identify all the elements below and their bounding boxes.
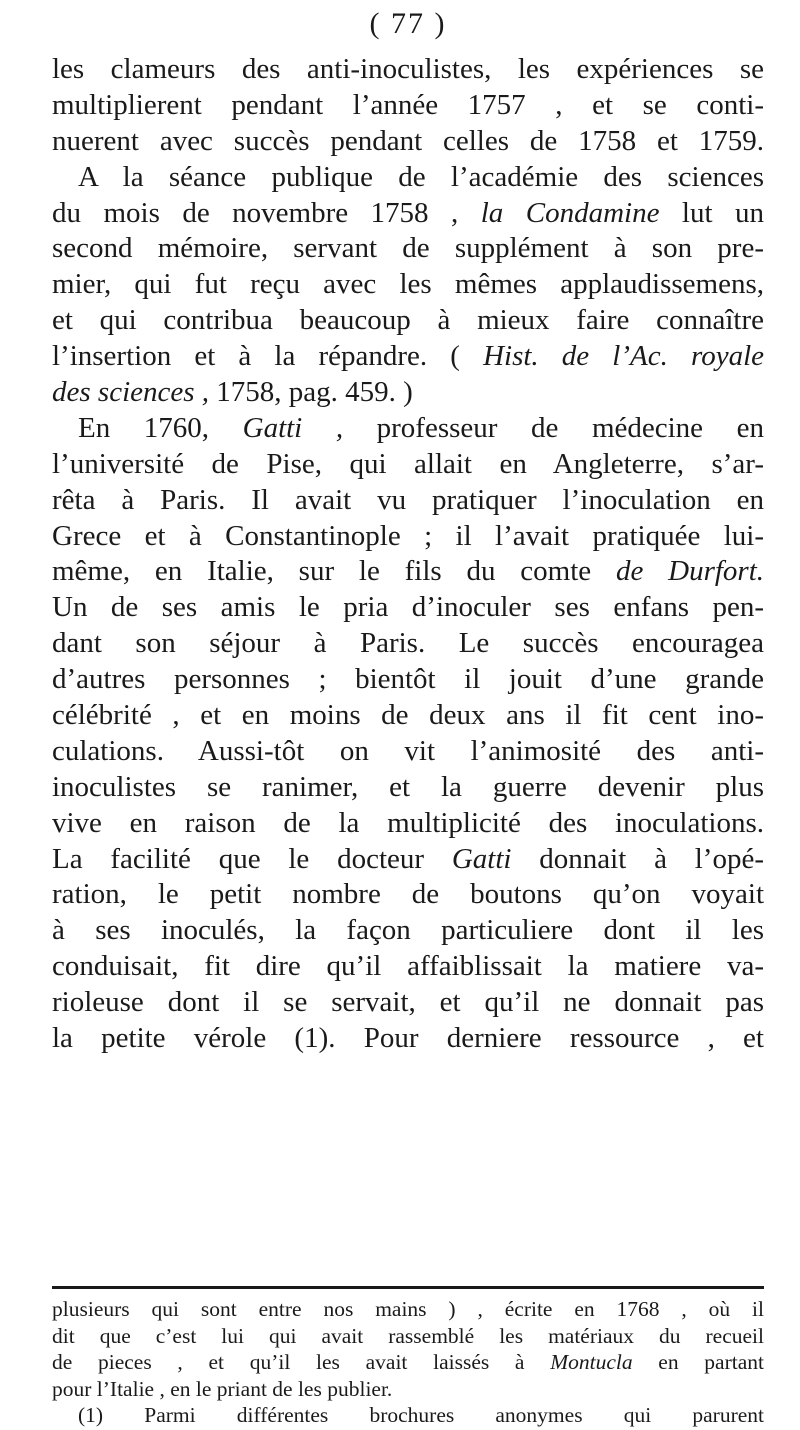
text-run: donnait à l’opé- [511, 842, 764, 875]
text-run: multiplierent pendant l’année 1757 , et se conti- [52, 88, 764, 121]
text-run: 1758, pag. 459. ) [209, 376, 413, 409]
body-line [52, 949, 764, 985]
text-run: nuerent avec succès pendant celles de 1758 et 1759. [52, 124, 764, 157]
text-run: rêta à Paris. Il avait vu pratiquer l’inoculation en [52, 483, 764, 516]
body-line [52, 698, 764, 734]
text-run: même, en Italie, sur le fils du comte [52, 555, 616, 588]
body-line [52, 231, 764, 267]
italic-text: Gatti [451, 842, 512, 875]
text-run: ration, le petit nombre de boutons qu’on voyait [52, 878, 764, 911]
body-line [52, 734, 764, 770]
text-run: les clameurs des anti-inoculistes, les expériences se [52, 53, 764, 85]
italic-text: Hist. de l’Ac. royale [483, 340, 765, 373]
body-line [52, 303, 764, 339]
body-line [52, 88, 764, 124]
text-run: dant son séjour à Paris. Le succès encouragea [52, 627, 764, 660]
footnote-line [52, 1296, 764, 1323]
body-line [52, 913, 764, 949]
italic-text: des sciences , [52, 376, 210, 409]
footnote-separator-rule [52, 1286, 764, 1289]
body-line [52, 160, 764, 196]
text-run: A la séance publique de l’académie des sciences [78, 160, 764, 193]
text-run: (1) Parmi différentes brochures anonymes qui parurent [78, 1403, 764, 1427]
text-run: rioleuse dont il se servait, et qu’il ne donnait pas [52, 986, 764, 1019]
text-run: l’insertion et à la répandre. ( [52, 340, 484, 373]
text-run: dit que c’est lui qui avait rassemblé les matériaux du recueil [52, 1323, 764, 1348]
text-run: Grece et à Constantinople ; il l’avait pratiquée lui- [52, 519, 764, 552]
footnote-line [52, 1376, 764, 1403]
body-line [52, 662, 764, 698]
body-line [52, 877, 764, 913]
body-line [52, 985, 764, 1021]
body-line [52, 626, 764, 662]
book-page [52, 0, 764, 1430]
body-line [52, 52, 764, 88]
body-line [52, 124, 764, 160]
text-run: inoculistes se ranimer, et la guerre devenir plus [52, 770, 764, 803]
body-line [52, 447, 764, 483]
text-run: et qui contribua beaucoup à mieux faire connaître [52, 304, 764, 337]
page-number: ( 77 ) [369, 7, 447, 40]
body-line [52, 411, 764, 447]
text-run: du mois de novembre 1758 , [52, 196, 481, 229]
body-line [52, 842, 764, 878]
footnote-line [52, 1402, 764, 1429]
text-run: l’université de Pise, qui allait en Angleterre, s’ar- [52, 447, 764, 480]
body-line [52, 519, 764, 555]
text-run: En 1760, [78, 411, 243, 444]
body-text [52, 52, 764, 1057]
text-run: d’autres personnes ; bientôt il jouit d’une grande [52, 663, 764, 696]
text-run: plusieurs qui sont entre nos mains ) , écrite en 1768 , où il [52, 1297, 764, 1321]
text-run: lut un [659, 196, 764, 229]
footnote-line [52, 1349, 764, 1376]
footnotes [52, 1296, 764, 1429]
text-run: de pieces , et qu’il les avait laissés à [52, 1350, 551, 1374]
body-line [52, 1021, 764, 1057]
body-line [52, 590, 764, 626]
text-run: pour l’Italie , en le priant de les publier. [52, 1376, 393, 1401]
italic-text: de Durfort. [615, 555, 764, 588]
body-line [52, 267, 764, 303]
text-run: en partant [632, 1350, 764, 1374]
text-run: vive en raison de la multiplicité des inoculations. [52, 806, 764, 839]
body-line [52, 483, 764, 519]
body-line [52, 806, 764, 842]
footnote-line [52, 1323, 764, 1350]
text-run: La facilité que le docteur [52, 842, 452, 875]
text-run: Un de ses amis le pria d’inoculer ses enfans pen- [52, 591, 764, 624]
text-run: conduisait, fit dire qu’il affaiblissait la matiere va- [52, 950, 764, 983]
body-line [52, 770, 764, 806]
text-run: professeur de médecine en [343, 411, 765, 444]
italic-text: Montucla [550, 1350, 633, 1374]
text-run: mier, qui fut reçu avec les mêmes applaudissemens, [52, 268, 764, 301]
body-line [52, 554, 764, 590]
italic-text: Gatti , [242, 411, 344, 444]
text-run: second mémoire, servant de supplément à son pre- [52, 232, 764, 265]
italic-text: la Condamine [480, 196, 660, 229]
text-run: à ses inoculés, la façon particuliere dont il les [52, 914, 764, 947]
text-run: la petite vérole (1). Pour derniere ressource , et [52, 1022, 764, 1055]
body-line [52, 339, 764, 375]
body-line [52, 375, 764, 411]
text-run: célébrité , et en moins de deux ans il fit cent ino- [52, 699, 764, 732]
body-line [52, 196, 764, 232]
text-run: culations. Aussi-tôt on vit l’animosité des anti- [52, 734, 764, 767]
